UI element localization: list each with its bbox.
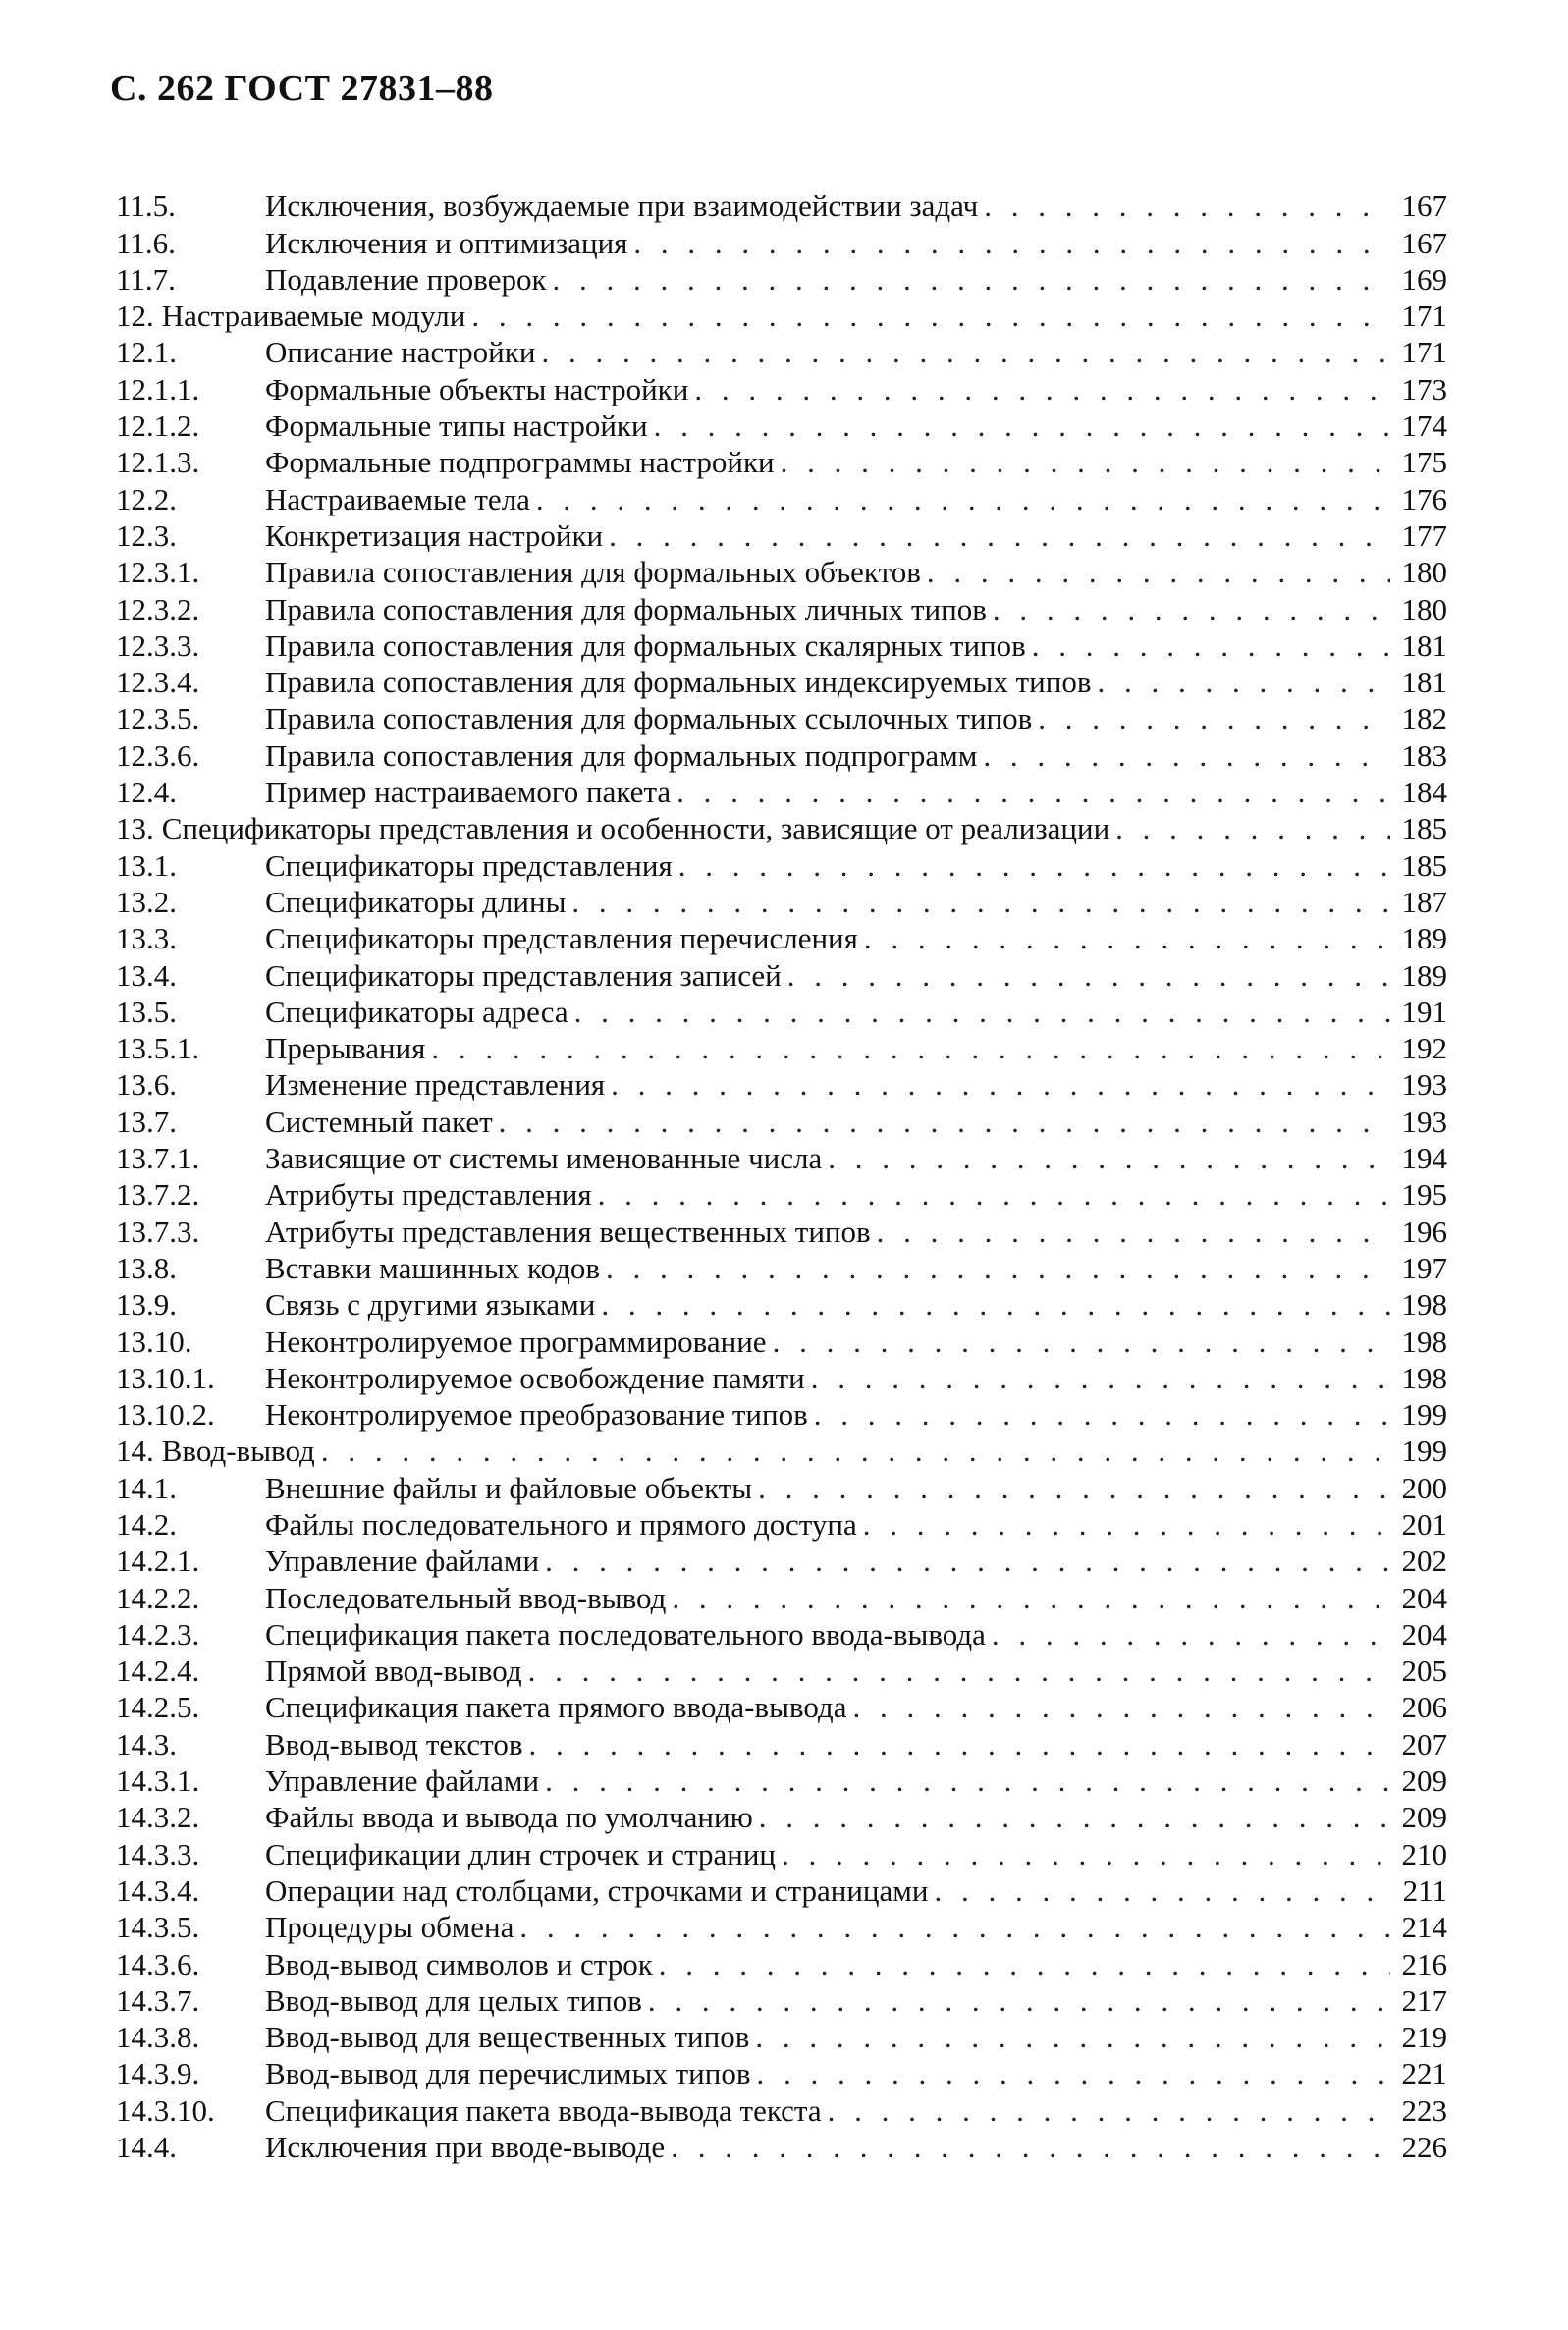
toc-entry-page: 219 xyxy=(1401,2020,1447,2055)
toc-dot-leader xyxy=(528,1729,1390,1760)
toc-entry xyxy=(116,1430,1447,1469)
toc-dot-leader xyxy=(321,1436,1390,1466)
toc-entry-title: Правила сопоставления для формальных личных типов xyxy=(265,591,987,626)
toc-entry-title: Правила сопоставления для формальных индексируемых типов xyxy=(265,665,1092,700)
toc-dot-leader xyxy=(863,1509,1390,1540)
toc-entry xyxy=(116,185,1447,224)
toc-entry-page: 199 xyxy=(1401,1434,1447,1469)
toc-entry xyxy=(116,295,1447,334)
toc-entry-number: 13.1. xyxy=(116,847,177,883)
toc-entry xyxy=(116,1942,1447,1981)
toc-entry-number: 14.3.1. xyxy=(116,1763,200,1799)
toc-entry-page: 194 xyxy=(1401,1141,1447,1176)
toc-dot-leader xyxy=(811,1363,1390,1393)
toc-entry-page: 181 xyxy=(1401,665,1447,700)
toc-entry-title: Прерывания xyxy=(265,1031,426,1066)
toc-entry xyxy=(116,661,1447,700)
toc-entry-number: 13.6. xyxy=(116,1067,177,1103)
toc-dot-leader xyxy=(755,2022,1390,2052)
toc-dot-leader xyxy=(611,1069,1390,1100)
toc-entry-number: 14.4. xyxy=(116,2130,177,2165)
toc-entry-page: 216 xyxy=(1401,1946,1447,1981)
toc-entry xyxy=(116,1503,1447,1540)
toc-entry xyxy=(116,1979,1447,2016)
toc-entry xyxy=(116,953,1447,993)
toc-entry xyxy=(116,2126,1447,2165)
toc-entry-number: 14.3.9. xyxy=(116,2056,200,2091)
toc-entry-page: 189 xyxy=(1401,957,1447,993)
toc-entry-page: 210 xyxy=(1401,1836,1447,1871)
toc-entry xyxy=(116,441,1447,480)
toc-entry-page: 199 xyxy=(1401,1397,1447,1433)
toc-entry-title: Связь с другими языками xyxy=(265,1287,596,1323)
toc-entry-title: Подавление проверок xyxy=(265,261,547,297)
toc-entry-page: 185 xyxy=(1401,847,1447,883)
toc-dot-leader xyxy=(1098,667,1391,697)
toc-entry-number: 12.3.2. xyxy=(116,591,200,626)
toc-entry-page: 214 xyxy=(1401,1910,1447,1945)
toc-dot-leader xyxy=(694,374,1390,405)
toc-dot-leader xyxy=(877,1217,1390,1247)
toc-entry-page: 174 xyxy=(1401,408,1447,444)
toc-entry xyxy=(116,1796,1447,1835)
toc-dot-leader xyxy=(1038,703,1390,733)
toc-dot-leader xyxy=(864,923,1390,953)
toc-entry-page: 198 xyxy=(1401,1360,1447,1395)
toc-entry xyxy=(116,843,1447,883)
toc-entry xyxy=(116,1540,1447,1579)
toc-entry-page: 200 xyxy=(1401,1470,1447,1505)
toc-entry-number: 14.1. xyxy=(116,1470,177,1505)
toc-entry-page: 191 xyxy=(1401,994,1447,1029)
toc-entry-number: 13.3. xyxy=(116,921,177,956)
toc-entry-page: 221 xyxy=(1401,2056,1447,2091)
toc-entry xyxy=(116,1320,1447,1359)
toc-entry-title: Спецификаторы длины xyxy=(265,884,567,919)
toc-entry-page: 167 xyxy=(1401,225,1447,260)
toc-entry-number: 12.3.1. xyxy=(116,555,200,590)
toc-entry-title: Спецификаторы представления xyxy=(265,847,673,883)
toc-entry-page: 207 xyxy=(1401,1726,1447,1761)
toc-dot-leader xyxy=(574,997,1390,1027)
toc-dot-leader xyxy=(672,1583,1390,1613)
toc-entry-page: 185 xyxy=(1401,811,1447,846)
toc-entry-page: 184 xyxy=(1401,775,1447,810)
toc-entry xyxy=(116,1906,1447,1945)
toc-entry-title: Спецификаторы представления записей xyxy=(265,957,782,993)
toc-entry-number: 12.3.4. xyxy=(116,665,200,700)
toc-entry xyxy=(116,1027,1447,1066)
toc-entry xyxy=(116,1393,1447,1433)
toc-entry-title: Файлы ввода и вывода по умолчанию xyxy=(265,1800,753,1835)
toc-entry-title: Ввод-вывод для перечислимых типов xyxy=(265,2056,751,2091)
toc-entry-page: 175 xyxy=(1401,445,1447,480)
toc-entry-number: 13. xyxy=(116,811,154,846)
toc-entry-page: 193 xyxy=(1401,1104,1447,1139)
toc-entry xyxy=(116,1247,1447,1283)
toc-entry-title: Настраиваемые тела xyxy=(265,481,530,516)
toc-dot-leader xyxy=(571,887,1390,917)
toc-dot-leader xyxy=(927,557,1390,587)
toc-entry-number: 13.10. xyxy=(116,1324,192,1359)
toc-entry xyxy=(116,733,1447,773)
toc-entry xyxy=(116,1357,1447,1393)
toc-entry-title: Зависящие от системы именованные числа xyxy=(265,1141,823,1176)
toc-entry xyxy=(116,1686,1447,1725)
toc-entry-number: 12.2. xyxy=(116,481,177,516)
toc-entry-number: 12.1.2. xyxy=(116,408,200,444)
toc-entry-number: 12.1. xyxy=(116,335,177,370)
toc-dot-leader xyxy=(671,2132,1390,2162)
toc-dot-leader xyxy=(992,1619,1390,1650)
toc-entry-title: Правила сопоставления для формальных подпрограмм xyxy=(265,737,978,773)
toc-dot-leader xyxy=(659,1949,1390,1979)
toc-entry-page: 167 xyxy=(1401,189,1447,224)
toc-entry-number: 11.5. xyxy=(116,189,176,224)
toc-entry-number: 13.5.1. xyxy=(116,1031,200,1066)
toc-entry-page: 176 xyxy=(1401,481,1447,516)
toc-entry-number: 13.7.2. xyxy=(116,1177,200,1213)
toc-entry xyxy=(116,1613,1447,1650)
toc-entry xyxy=(116,2016,1447,2055)
toc-entry-page: 201 xyxy=(1401,1506,1447,1542)
toc-entry xyxy=(116,331,1447,370)
toc-dot-leader xyxy=(782,1839,1390,1869)
toc-entry xyxy=(116,1283,1447,1323)
toc-dot-leader xyxy=(787,960,1390,991)
toc-entry-title: Неконтролируемое преобразование типов xyxy=(265,1397,808,1433)
toc-entry xyxy=(116,624,1447,661)
toc-entry-title: Правила сопоставления для формальных скалярных типов xyxy=(265,627,1026,663)
toc-entry-title: Пример настраиваемого пакета xyxy=(265,775,672,810)
toc-entry-title: Последовательный ввод-вывод xyxy=(265,1580,667,1615)
toc-entry-number: 14.3.3. xyxy=(116,1836,200,1871)
toc-entry-page: 209 xyxy=(1401,1800,1447,1835)
toc-entry-number: 13.5. xyxy=(116,994,177,1029)
toc-entry xyxy=(116,1869,1447,1906)
toc-entry-number: 11.6. xyxy=(116,225,176,260)
toc-entry-title: Исключения и оптимизация xyxy=(265,225,628,260)
toc-dot-leader xyxy=(984,190,1390,221)
toc-dot-leader xyxy=(828,1143,1390,1173)
toc-dot-leader xyxy=(781,447,1390,477)
toc-entry-page: 223 xyxy=(1401,2092,1447,2128)
toc-dot-leader xyxy=(633,228,1390,258)
toc-dot-leader xyxy=(528,1655,1390,1686)
toc-entry xyxy=(116,515,1447,551)
toc-entry-title: Исключения при вводе-выводе xyxy=(265,2130,666,2165)
toc-entry xyxy=(116,2088,1447,2128)
toc-entry-title: Спецификаторы представления перечисления xyxy=(265,921,858,956)
table-of-contents xyxy=(116,185,1447,2165)
toc-entry-title: Исключения, возбуждаемые при взаимодействии задач xyxy=(265,189,979,224)
toc-entry-page: 187 xyxy=(1401,884,1447,919)
toc-dot-leader xyxy=(431,1033,1390,1063)
toc-dot-leader xyxy=(553,264,1390,295)
toc-entry-title: Процедуры обмена xyxy=(265,1910,514,1945)
toc-entry-number: 13.2. xyxy=(116,884,177,919)
toc-entry-page: 204 xyxy=(1401,1580,1447,1615)
toc-entry-title: Управление файлами xyxy=(265,1763,540,1799)
toc-entry xyxy=(116,551,1447,590)
toc-entry xyxy=(116,1173,1447,1213)
toc-entry-number: 12.1.1. xyxy=(116,371,200,406)
toc-dot-leader xyxy=(601,1289,1390,1320)
toc-entry xyxy=(116,697,1447,736)
toc-dot-leader xyxy=(828,2095,1390,2126)
toc-entry xyxy=(116,1722,1447,1759)
toc-entry-number: 13.7.3. xyxy=(116,1214,200,1249)
toc-entry-number: 14.3.2. xyxy=(116,1800,200,1835)
toc-dot-leader xyxy=(773,1327,1390,1357)
toc-entry-page: 206 xyxy=(1401,1690,1447,1725)
toc-dot-leader xyxy=(541,337,1390,367)
toc-entry-title: Прямой ввод-вывод xyxy=(265,1653,522,1689)
toc-entry xyxy=(116,2052,1447,2091)
toc-entry-number: 14.3.5. xyxy=(116,1910,200,1945)
toc-entry-number: 13.4. xyxy=(116,957,177,993)
toc-entry-number: 13.10.1. xyxy=(116,1360,215,1395)
toc-entry-page: 181 xyxy=(1401,627,1447,663)
toc-entry-title: Конкретизация настройки xyxy=(265,517,604,553)
toc-dot-leader xyxy=(814,1399,1390,1430)
toc-entry-page: 189 xyxy=(1401,921,1447,956)
toc-entry xyxy=(116,1466,1447,1505)
toc-entry xyxy=(116,1100,1447,1139)
toc-entry-title: Изменение представления xyxy=(265,1067,606,1103)
toc-dot-leader xyxy=(756,2058,1390,2088)
toc-dot-leader xyxy=(983,740,1390,771)
toc-entry-number: 13.10.2. xyxy=(116,1397,215,1433)
toc-entry-number: 12.3. xyxy=(116,517,177,553)
toc-entry xyxy=(116,405,1447,444)
toc-dot-leader xyxy=(676,777,1390,807)
toc-entry-title: Ввод-вывод символов и строк xyxy=(265,1946,653,1981)
toc-entry-title: Файлы последовательного и прямого доступа xyxy=(265,1506,857,1542)
toc-dot-leader xyxy=(598,1179,1390,1210)
toc-entry-title: Ввод-вывод для вещественных типов xyxy=(265,2020,750,2055)
toc-entry-number: 12.3.3. xyxy=(116,627,200,663)
toc-entry-number: 14.3.10. xyxy=(116,2092,215,2128)
toc-entry-page: 171 xyxy=(1401,298,1447,334)
toc-dot-leader xyxy=(609,520,1390,551)
toc-entry-number: 11.7. xyxy=(116,261,176,297)
toc-entry-page: 177 xyxy=(1401,517,1447,553)
toc-entry-page: 195 xyxy=(1401,1177,1447,1213)
toc-entry-number: 13.7. xyxy=(116,1104,177,1139)
toc-entry-number: 12.3.5. xyxy=(116,701,200,736)
toc-entry-title: Атрибуты представления xyxy=(265,1177,592,1213)
toc-entry-number: 14.2.3. xyxy=(116,1616,200,1652)
toc-entry-title: Спецификация пакета последовательного ввода-вывода xyxy=(265,1616,986,1652)
toc-entry-page: 193 xyxy=(1401,1067,1447,1103)
toc-entry-title: Вставки машинных кодов xyxy=(265,1250,601,1285)
toc-entry-title: Формальные объекты настройки xyxy=(265,371,689,406)
toc-entry-title: Спецификация пакета прямого ввода-вывода xyxy=(265,1690,847,1725)
toc-entry-title: Правила сопоставления для формальных объектов xyxy=(265,555,921,590)
toc-dot-leader xyxy=(852,1692,1390,1722)
toc-dot-leader xyxy=(1032,630,1390,661)
toc-entry-title: Описание настройки xyxy=(265,335,536,370)
toc-entry-title: Системный пакет xyxy=(265,1104,493,1139)
toc-entry xyxy=(116,1063,1447,1103)
toc-entry-page: 180 xyxy=(1401,591,1447,626)
toc-entry-page: 202 xyxy=(1401,1544,1447,1579)
toc-entry-title: Операции над столбцами, строчками и страницами xyxy=(265,1872,929,1908)
toc-entry-title: Спецификаторы адреса xyxy=(265,994,568,1029)
toc-entry-number: 14.3. xyxy=(116,1726,177,1761)
toc-entry-title: Спецификация пакета ввода-вывода текста xyxy=(265,2092,822,2128)
toc-entry xyxy=(116,1576,1447,1615)
toc-entry-number: 14.2. xyxy=(116,1506,177,1542)
toc-entry-number: 14.2.5. xyxy=(116,1690,200,1725)
toc-dot-leader xyxy=(545,1765,1390,1796)
toc-entry-title: Ввод-вывод xyxy=(161,1434,315,1469)
toc-entry-page: 183 xyxy=(1401,737,1447,773)
toc-entry-page: 211 xyxy=(1402,1872,1447,1908)
toc-entry xyxy=(116,477,1447,514)
toc-entry-title: Ввод-вывод для целых типов xyxy=(265,1982,642,2018)
toc-entry xyxy=(116,917,1447,956)
toc-dot-leader xyxy=(759,1802,1390,1832)
toc-entry-page: 209 xyxy=(1401,1763,1447,1799)
toc-entry-title: Спецификации длин строчек и страниц xyxy=(265,1836,777,1871)
toc-dot-leader xyxy=(545,1545,1390,1576)
toc-entry-page: 173 xyxy=(1401,371,1447,406)
toc-entry-page: 217 xyxy=(1401,1982,1447,2018)
toc-entry xyxy=(116,1650,1447,1689)
toc-entry-page: 198 xyxy=(1401,1324,1447,1359)
toc-entry-title: Правила сопоставления для формальных ссылочных типов xyxy=(265,701,1033,736)
toc-entry-number: 13.9. xyxy=(116,1287,177,1323)
toc-entry-title: Спецификаторы представления и особенности, зависящие от реализации xyxy=(161,811,1110,846)
toc-entry-title: Формальные подпрограммы настройки xyxy=(265,445,775,480)
toc-entry-page: 180 xyxy=(1401,555,1447,590)
toc-entry-title: Неконтролируемое программирование xyxy=(265,1324,767,1359)
toc-entry-title: Атрибуты представления вещественных типов xyxy=(265,1214,871,1249)
toc-entry-number: 14.2.1. xyxy=(116,1544,200,1579)
toc-dot-leader xyxy=(1115,813,1390,843)
toc-entry xyxy=(116,1832,1447,1869)
toc-entry-page: 192 xyxy=(1401,1031,1447,1066)
toc-entry-number: 14.3.6. xyxy=(116,1946,200,1981)
toc-dot-leader xyxy=(993,594,1390,624)
toc-dot-leader xyxy=(934,1875,1390,1906)
toc-entry xyxy=(116,1137,1447,1176)
toc-entry xyxy=(116,881,1447,917)
toc-dot-leader xyxy=(758,1473,1390,1503)
toc-dot-leader xyxy=(536,484,1390,515)
toc-entry xyxy=(116,367,1447,404)
toc-dot-leader xyxy=(648,1985,1390,2016)
page-header: С. 262 ГОСТ 27831–88 xyxy=(110,68,494,109)
toc-dot-leader xyxy=(678,850,1390,881)
toc-entry-page: 204 xyxy=(1401,1616,1447,1652)
toc-dot-leader xyxy=(519,1912,1390,1942)
toc-entry xyxy=(116,587,1447,626)
toc-entry xyxy=(116,771,1447,810)
toc-entry-number: 13.7.1. xyxy=(116,1141,200,1176)
toc-entry-page: 198 xyxy=(1401,1287,1447,1323)
toc-entry-number: 14.3.4. xyxy=(116,1872,200,1908)
toc-entry xyxy=(116,807,1447,846)
toc-dot-leader xyxy=(654,410,1390,441)
toc-dot-leader xyxy=(606,1253,1390,1283)
toc-entry xyxy=(116,258,1447,295)
toc-dot-leader xyxy=(471,300,1390,331)
toc-entry xyxy=(116,1210,1447,1249)
toc-entry-page: 169 xyxy=(1401,261,1447,297)
toc-dot-leader xyxy=(499,1107,1390,1137)
toc-entry-page: 182 xyxy=(1401,701,1447,736)
toc-entry-number: 12.1.3. xyxy=(116,445,200,480)
toc-entry-number: 14.3.8. xyxy=(116,2020,200,2055)
toc-entry-number: 12.3.6. xyxy=(116,737,200,773)
toc-entry-number: 14.2.4. xyxy=(116,1653,200,1689)
toc-entry-number: 14.2.2. xyxy=(116,1580,200,1615)
toc-entry-title: Неконтролируемое освобождение памяти xyxy=(265,1360,805,1395)
toc-entry-page: 196 xyxy=(1401,1214,1447,1249)
toc-entry-page: 205 xyxy=(1401,1653,1447,1689)
toc-entry xyxy=(116,991,1447,1027)
toc-entry-title: Настраиваемые модули xyxy=(161,298,466,334)
toc-entry-number: 12.4. xyxy=(116,775,177,810)
toc-entry-title: Управление файлами xyxy=(265,1544,540,1579)
toc-entry-title: Ввод-вывод текстов xyxy=(265,1726,523,1761)
toc-entry-title: Внешние файлы и файловые объекты xyxy=(265,1470,753,1505)
toc-entry xyxy=(116,221,1447,260)
toc-entry-page: 197 xyxy=(1401,1250,1447,1285)
toc-entry-title: Формальные типы настройки xyxy=(265,408,648,444)
toc-entry-number: 12. xyxy=(116,298,154,334)
toc-entry xyxy=(116,1760,1447,1799)
toc-entry-number: 13.8. xyxy=(116,1250,177,1285)
toc-entry-page: 171 xyxy=(1401,335,1447,370)
toc-entry-number: 14.3.7. xyxy=(116,1982,200,2018)
toc-entry-page: 226 xyxy=(1401,2130,1447,2165)
toc-entry-number: 14. xyxy=(116,1434,154,1469)
